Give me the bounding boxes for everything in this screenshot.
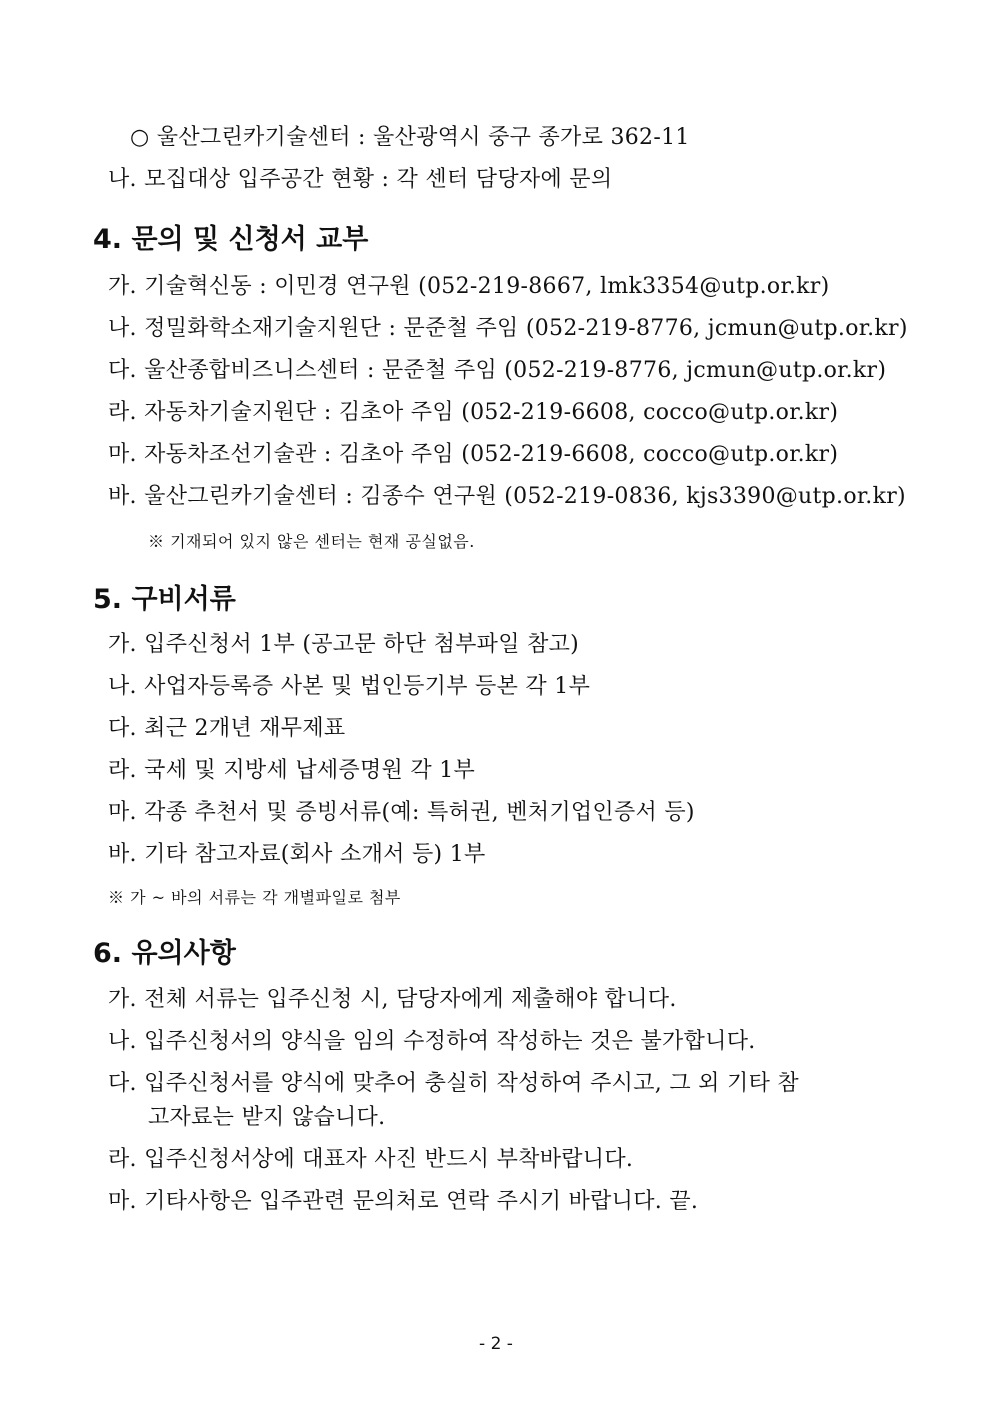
section4-item: 나. 정밀화학소재기술지원단 : 문준철 주임 (052-219-8776, jcmun@utp.or.kr) — [108, 316, 908, 341]
section5-note: ※ 가 ~ 바의 서류는 각 개별파일로 첨부 — [108, 888, 401, 907]
section4-item: 바. 울산그린카기술센터 : 김종수 연구원 (052-219-0836, kjs3390@utp.or.kr) — [108, 484, 906, 509]
section5-item: 바. 기타 참고자료(회사 소개서 등) 1부 — [108, 842, 486, 867]
section4-item: 가. 기술혁신동 : 이민경 연구원 (052-219-8667, lmk3354@utp.or.kr) — [108, 274, 830, 299]
section6-item: 가. 전체 서류는 입주신청 시, 담당자에게 제출해야 합니다. — [108, 987, 677, 1012]
section5-item: 가. 입주신청서 1부 (공고문 하단 첨부파일 참고) — [108, 632, 580, 657]
section6-item: 나. 입주신청서의 양식을 임의 수정하여 작성하는 것은 불가합니다. — [108, 1029, 756, 1054]
section5-item: 라. 국세 및 지방세 납세증명원 각 1부 — [108, 758, 476, 783]
section4-heading: 4. 문의 및 신청서 교부 — [93, 224, 369, 255]
section4-item: 다. 울산종합비즈니스센터 : 문준철 주임 (052-219-8776, jcmun@utp.or.kr) — [108, 358, 887, 383]
section6-item: 다. 입주신청서를 양식에 맞추어 충실히 작성하여 주시고, 그 외 기타 참 — [108, 1071, 799, 1096]
section5-item: 마. 각종 추천서 및 증빙서류(예: 특허권, 벤처기업인증서 등) — [108, 800, 695, 825]
section4-item: 라. 자동차기술지원단 : 김초아 주임 (052-219-6608, cocco@utp.or.kr) — [108, 400, 839, 425]
page-number: - 2 - — [479, 1334, 513, 1354]
section5-item: 나. 사업자등록증 사본 및 법인등기부 등본 각 1부 — [108, 674, 591, 699]
section4-item: 마. 자동차조선기술관 : 김초아 주임 (052-219-6608, cocco@utp.or.kr) — [108, 442, 839, 467]
section6-item: 라. 입주신청서상에 대표자 사진 반드시 부착바랍니다. — [108, 1147, 634, 1172]
section5-item: 다. 최근 2개년 재무제표 — [108, 716, 346, 741]
recruit-space-line: 나. 모집대상 입주공간 현황 : 각 센터 담당자에 문의 — [108, 167, 613, 192]
address-line-greencar: ○ 울산그린카기술센터 : 울산광역시 중구 종가로 362-11 — [130, 125, 690, 150]
section6-heading: 6. 유의사항 — [93, 938, 236, 969]
section5-heading: 5. 구비서류 — [93, 584, 236, 615]
section6-item: 마. 기타사항은 입주관련 문의처로 연락 주시기 바랍니다. 끝. — [108, 1189, 699, 1214]
section6-item-continuation: 고자료는 받지 않습니다. — [148, 1105, 386, 1130]
section4-note: ※ 기재되어 있지 않은 센터는 현재 공실없음. — [148, 532, 475, 551]
